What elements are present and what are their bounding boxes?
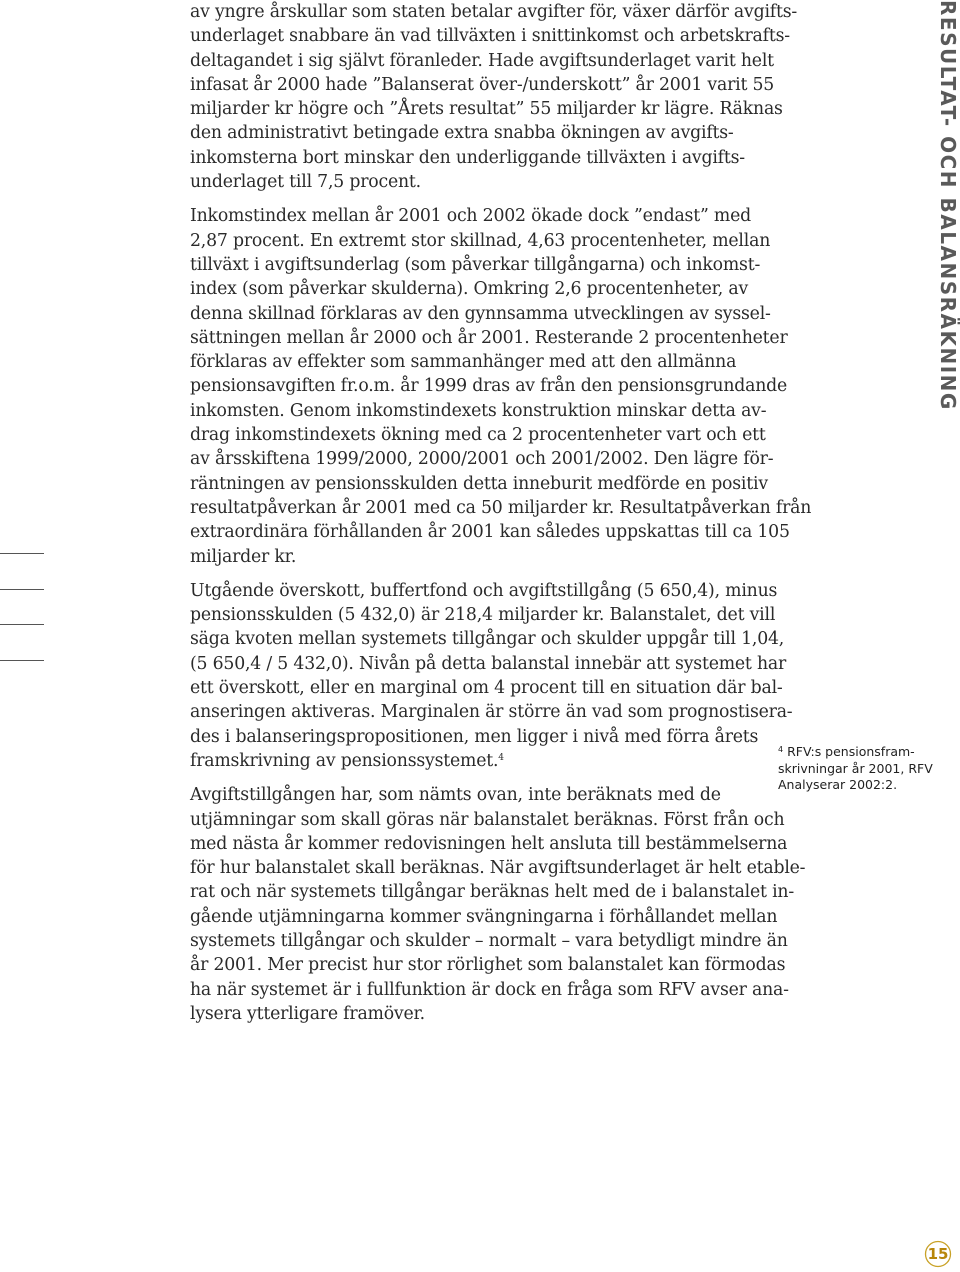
text-line: utjämningar som skall göras när balanstalet beräknas. Först från och <box>190 809 785 830</box>
text-line: tillväxt i avgiftsunderlag (som påverkar tillgångarna) och inkomst- <box>190 254 761 275</box>
footnote-reference: 4 <box>498 752 504 763</box>
text-line: pensionsavgiften fr.o.m. år 1999 dras av från den pensionsgrundande <box>190 376 788 397</box>
text-line: ha när systemet är i fullfunktion är dock en fråga som RFV avser ana- <box>190 979 789 1000</box>
page-number <box>924 1240 952 1268</box>
text-line: underlaget till 7,5 procent. <box>190 172 421 193</box>
text-line: räntningen av pensionsskulden detta inneburit medförde en positiv <box>190 473 768 494</box>
paragraph <box>190 579 793 773</box>
text-line: miljarder kr högre och ”Årets resultat” 55 miljarder kr lägre. Räknas <box>190 99 783 120</box>
text-line: förklaras av effekter som sammanhänger med att den allmänna <box>190 352 737 373</box>
text-line: rat och när systemets tillgångar beräknas helt med de i balanstalet in- <box>190 882 794 903</box>
text-line: anseringen aktiveras. Marginalen är större än vad som prognostisera- <box>190 702 793 723</box>
text-line: ett överskott, eller en marginal om 4 procent till en situation där bal- <box>190 678 783 699</box>
text-line: Inkomstindex mellan år 2001 och 2002 ökade dock ”endast” med <box>190 206 751 227</box>
text-line: resultatpåverkan år 2001 med ca 50 miljarder kr. Resultatpåverkan från <box>190 497 812 518</box>
footnote-line: RFV:s pensionsfram- <box>787 744 915 759</box>
text-line: gående utjämningarna kommer svängningarna i förhållandet mellan <box>190 906 778 927</box>
text-line: (5 650,4 / 5 432,0). Nivån på detta balanstal innebär att systemet har <box>190 653 787 674</box>
text-line: 2,87 procent. En extremt stor skillnad, 4,63 procentenheter, mellan <box>190 230 771 251</box>
text-line: den administrativt betingade extra snabba ökningen av avgifts- <box>190 123 734 144</box>
text-line: infasat år 2000 hade ”Balanserat över-/underskott” år 2001 varit 55 <box>190 74 775 95</box>
text-line: drag inkomstindexets ökning med ca 2 procentenheter vart och ett <box>190 425 766 446</box>
text-line: med nästa år kommer redovisningen helt ansluta till bestämmelserna <box>190 833 788 854</box>
body-text <box>190 0 812 1036</box>
section-title-text: RESULTAT- OCH BALANSRÄKNING <box>936 0 960 411</box>
text-line: Avgiftstillgången har, som nämts ovan, inte beräknats med de <box>190 785 721 806</box>
text-line: miljarder kr. <box>190 546 297 567</box>
text-line: extraordinära förhållanden år 2001 kan således uppskattas till ca 105 <box>190 522 790 543</box>
text-line: inkomsterna bort minskar den underliggande tillväxten i avgifts- <box>190 147 745 168</box>
paragraph <box>190 0 798 194</box>
margin-rule <box>0 589 44 590</box>
text-line: för hur balanstalet skall beräknas. När avgiftsunderlaget är helt etable- <box>190 858 806 879</box>
text-line: säga kvoten mellan systemets tillgångar och skulder uppgår till 1,04, <box>190 629 785 650</box>
margin-rule <box>0 660 44 661</box>
text-line: des i balanseringspropositionen, men ligger i nivå med förra årets <box>190 726 759 747</box>
text-line: denna skillnad förklaras av den gynnsamma utvecklingen av syssel- <box>190 303 771 324</box>
section-title <box>914 0 960 411</box>
text-line <box>190 749 742 773</box>
margin-rule <box>0 553 44 554</box>
text-line: deltagandet i sig självt föranleder. Hade avgiftsunderlaget varit helt <box>190 50 774 71</box>
footnote-marker: 4 <box>778 745 784 754</box>
text-line: år 2001. Mer precist hur stor rörlighet som balanstalet kan förmodas <box>190 955 786 976</box>
text-line: index (som påverkar skulderna). Omkring 2,6 procentenheter, av <box>190 279 749 300</box>
text-line: pensionsskulden (5 432,0) är 218,4 miljarder kr. Balanstalet, det vill <box>190 605 776 626</box>
text-line: lysera ytterligare framöver. <box>190 1003 425 1024</box>
footnote <box>778 744 948 794</box>
page-number-text: 15 <box>927 1245 949 1263</box>
text-line: av årsskiftena 1999/2000, 2000/2001 och 2001/2002. Den lägre för- <box>190 449 774 470</box>
text-line: Utgående överskott, buffertfond och avgiftstillgång (5 650,4), minus <box>190 580 778 601</box>
text-line: av yngre årskullar som staten betalar avgifter för, växer därför avgifts- <box>190 2 798 22</box>
paragraph <box>190 783 806 1026</box>
paragraph <box>190 204 812 568</box>
footnote-line: skrivningar år 2001, RFV <box>778 760 933 776</box>
text-line: sättningen mellan år 2000 och år 2001. Resterande 2 procentenheter <box>190 327 788 348</box>
text-line-content: framskrivning av pensionssystemet. <box>190 750 499 771</box>
text-line: underlaget snabbare än vad tillväxten i snittinkomst och arbetskrafts- <box>190 26 790 47</box>
text-line: systemets tillgångar och skulder – normalt – vara betydligt mindre än <box>190 930 788 951</box>
footnote-line: Analyserar 2002:2. <box>778 777 898 792</box>
text-line: inkomsten. Genom inkomstindexets konstruktion minskar detta av- <box>190 400 767 421</box>
margin-rule <box>0 624 44 625</box>
